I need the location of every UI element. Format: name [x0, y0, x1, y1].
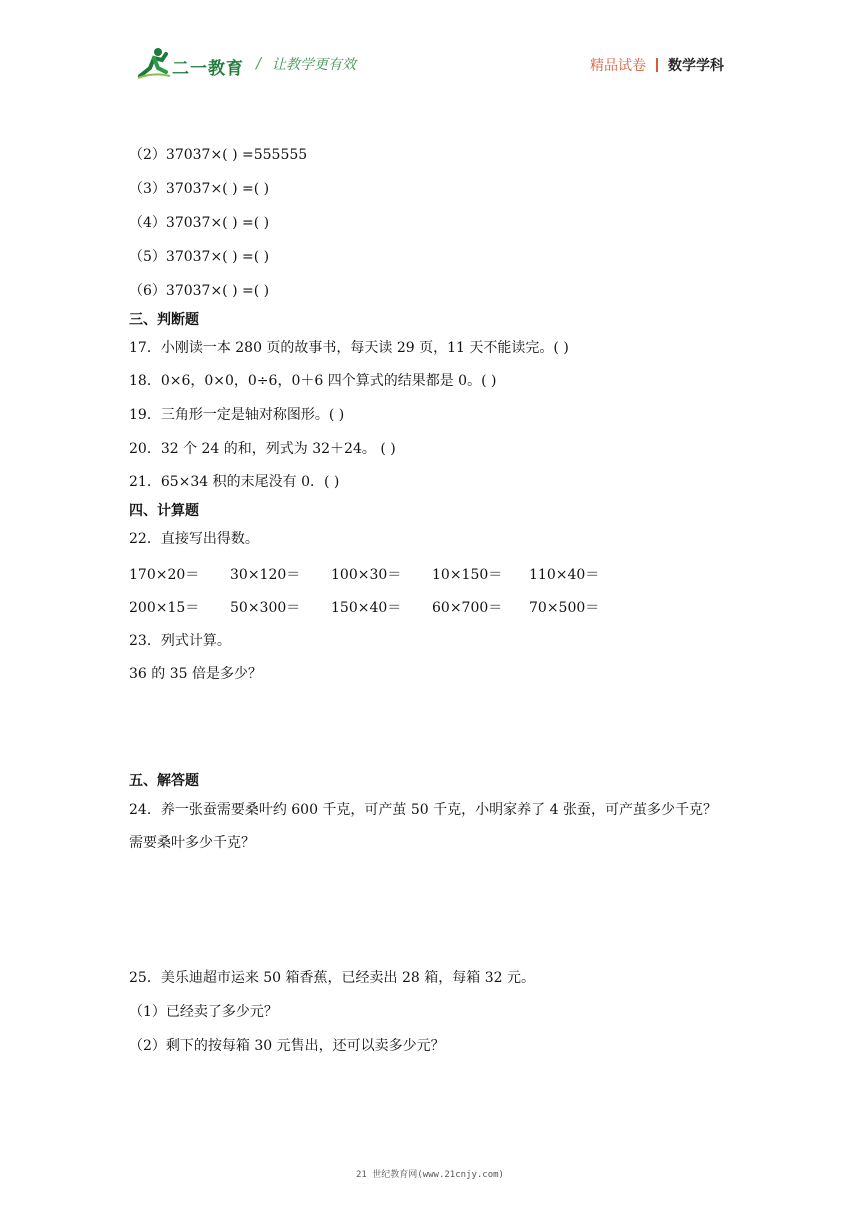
brand-name: 二一教育: [172, 59, 244, 79]
calc-item: 10×150＝: [432, 567, 503, 583]
question-line: （5）37037×( ) =( ): [129, 249, 270, 265]
question-line: （1）已经卖了多少元？: [129, 1004, 278, 1020]
calc-item: 70×500＝: [529, 600, 600, 616]
calc-item: 100×30＝: [331, 567, 402, 583]
question-line: （2）37037×( ) =555555: [129, 147, 308, 163]
calc-item: 50×300＝: [230, 600, 301, 616]
calc-item: 110×40＝: [529, 567, 600, 583]
calc-item: 200×15＝: [129, 600, 200, 616]
question-line: 19．三角形一定是轴对称图形。( ): [129, 407, 345, 423]
section-heading: 五、解答题: [129, 773, 199, 789]
header-category: 精品试卷: [590, 58, 646, 74]
question-line: （3）37037×( ) =( ): [129, 181, 270, 197]
header-divider: [656, 58, 658, 72]
site-logo: [136, 46, 376, 82]
question-line: 24．养一张蚕需要桑叶约 600 千克，可产茧 50 千克，小明家养了 4 张蚕，可产茧多少千克？: [129, 802, 717, 818]
calc-item: 150×40＝: [331, 600, 402, 616]
header-subject-label: 数学学科: [668, 58, 724, 74]
section-heading: 三、判断题: [129, 312, 199, 328]
calc-item: 60×700＝: [432, 600, 503, 616]
page-footer: 21 世纪教育网(www.21cnjy.com): [356, 1170, 504, 1180]
question-line: 21．65×34 积的末尾没有 0．( ): [129, 474, 340, 490]
question-line: （6）37037×( ) =( ): [129, 283, 270, 299]
calc-item: 170×20＝: [129, 567, 200, 583]
question-line: 18．0×6，0×0，0÷6，0＋6 四个算式的结果都是 0。( ): [129, 373, 497, 389]
question-line: 22．直接写出得数。: [129, 531, 259, 547]
question-line: 23．列式计算。: [129, 633, 231, 649]
runner-logo-icon: [136, 46, 172, 80]
question-line: （4）37037×( ) =( ): [129, 215, 270, 231]
section-heading: 四、计算题: [129, 503, 199, 519]
question-line: 20．32 个 24 的和，列式为 32＋24。 ( ): [129, 441, 396, 457]
question-line: 需要桑叶多少千克？: [129, 835, 255, 851]
question-line: （2）剩下的按每箱 30 元售出，还可以卖多少元？: [129, 1038, 445, 1054]
header-subject: [590, 55, 724, 75]
question-line: 25．美乐迪超市运来 50 箱香蕉，已经卖出 28 箱，每箱 32 元。: [129, 970, 535, 986]
header-separator: /: [256, 54, 262, 72]
brand-slogan: 让教学更有效: [272, 57, 356, 73]
calc-item: 30×120＝: [230, 567, 301, 583]
question-line: 36 的 35 倍是多少？: [129, 666, 262, 682]
question-line: 17．小刚读一本 280 页的故事书，每天读 29 页，11 天不能读完。( ): [129, 340, 569, 356]
